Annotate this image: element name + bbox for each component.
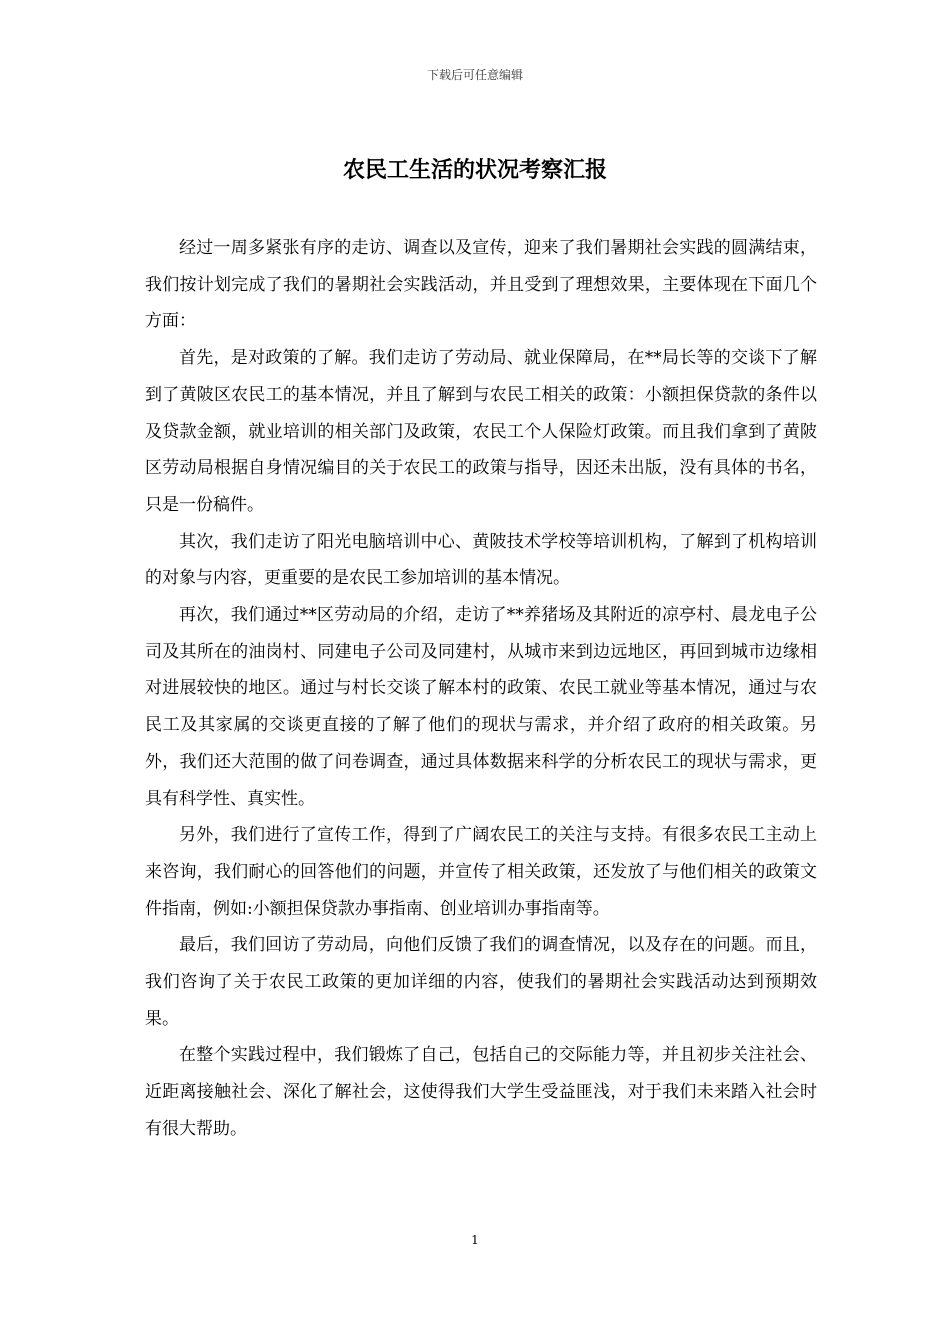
paragraph-conclusion: 在整个实践过程中，我们锻炼了自己，包括自己的交际能力等，并且初步关注社会、近距离接触社会、深化了解社会，这使得我们大学生受益匪浅，对于我们未来踏入社会时有很大帮助。 xyxy=(145,1045,817,1139)
paragraph-village-visits: 再次，我们通过**区劳动局的介绍，走访了**养猪场及其附近的凉亭村、晨龙电子公司及其所在的油岗村、同建电子公司及同建村，从城市来到边远地区，再回到城市边缘相对进展较快的地区。通过与村长交谈了解本村的政策、农民工就业等基本情况，通过与农民工及其家属的交谈更直接的了解了他们的现状与需求，并介绍了政府的相关政策。另外，我们还大范围的做了问卷调查，通过具体数据来科学的分析农民工的现状与需求，更具有科学性、真实性。 xyxy=(145,605,817,809)
paragraph-training: 其次，我们走访了阳光电脑培训中心、黄陂技术学校等培训机构，了解到了机构培训的对象与内容，更重要的是农民工参加培训的基本情况。 xyxy=(145,531,817,589)
paragraph-follow-up: 最后，我们回访了劳动局，向他们反馈了我们的调查情况，以及存在的问题。而且，我们咨询了关于农民工政策的更加详细的内容，使我们的暑期社会实践活动达到预期效果。 xyxy=(145,935,817,1029)
header-note: 下载后可任意编辑 xyxy=(426,68,523,82)
document-body xyxy=(145,230,817,1148)
paragraph-intro: 经过一周多紧张有序的走访、调查以及宣传，迎来了我们暑期社会实践的圆满结束，我们按计划完成了我们的暑期社会实践活动，并且受到了理想效果，主要体现在下面几个方面： xyxy=(145,238,817,332)
paragraph-policy: 首先，是对政策的了解。我们走访了劳动局、就业保障局，在**局长等的交谈下了解到了黄陂区农民工的基本情况，并且了解到与农民工相关的政策：小额担保贷款的条件以及贷款金额，就业培训的相关部门及政策，农民工个人保险灯政策。而且我们拿到了黄陂区劳动局根据自身情况编目的关于农民工的政策与指导，因还未出版，没有具体的书名，只是一份稿件。 xyxy=(145,348,817,515)
page-number: 1 xyxy=(471,1233,479,1247)
document-title: 农民工生活的状况考察汇报 xyxy=(342,157,607,183)
paragraph-publicity: 另外，我们进行了宣传工作，得到了广阔农民工的关注与支持。有很多农民工主动上来咨询，我们耐心的回答他们的问题，并宣传了相关政策，还发放了与他们相关的政策文件指南，例如:小额担保贷款办事指南、创业培训办事指南等。 xyxy=(145,825,817,919)
